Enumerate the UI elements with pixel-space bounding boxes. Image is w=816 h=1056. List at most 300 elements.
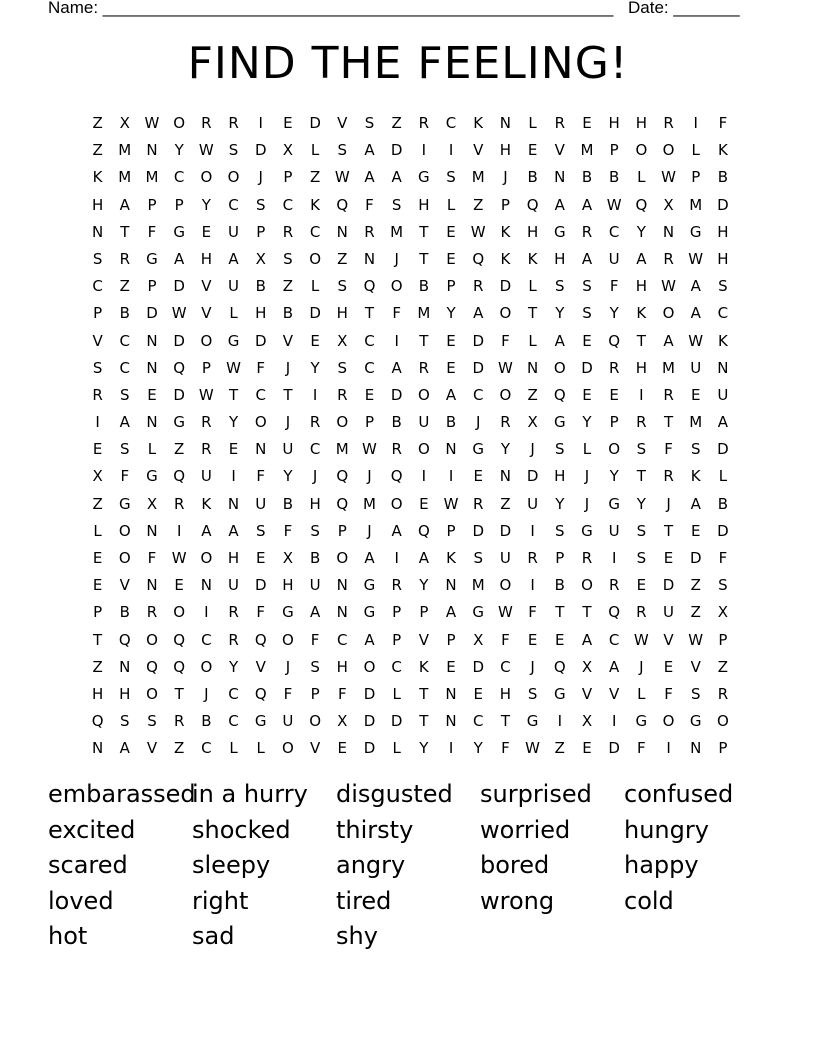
grid-letter: T [419,222,429,241]
grid-letter: O [499,385,512,404]
grid-letter: Z [690,603,701,622]
grid-letter: R [391,576,402,595]
grid-letter: W [198,385,214,404]
grid-letter: N [146,576,158,595]
grid-letter: T [364,304,375,323]
grid-letter: P [256,222,266,241]
grid-row [84,681,737,708]
grid-letter: K [310,195,321,214]
grid-letter: Q [390,467,403,486]
grid-letter: S [446,168,456,187]
grid-letter: V [554,141,565,160]
grid-letter: G [689,222,702,241]
grid-letter: L [392,684,401,703]
grid-letter: R [581,549,593,567]
grid-letter: D [363,684,376,703]
grid-letter: I [394,549,399,567]
grid-letter: H [635,114,647,132]
grid-letter: H [255,304,267,323]
grid-letter: R [418,114,430,132]
grid-letter: B [717,494,729,513]
grid-letter: I [448,141,454,160]
grid-letter: X [663,195,674,214]
grid-letter: I [448,467,454,486]
grid-letter: D [717,521,729,540]
grid-letter: J [285,358,291,377]
grid-letter: D [581,358,593,377]
grid-letter: T [555,603,565,622]
grid-letter: W [688,249,704,268]
grid-letter: S [283,249,293,268]
grid-letter: Y [446,304,456,323]
grid-row [84,355,737,382]
grid-letter: S [582,277,592,296]
grid-letter: P [446,630,456,649]
grid-letter: D [363,712,376,731]
grid-letter: H [418,195,430,214]
grid-letter: D [309,114,321,132]
grid-letter: Q [146,657,158,676]
grid-letter: S [555,440,565,459]
grid-letter: D [254,141,267,160]
grid-letter: Z [282,277,294,296]
grid-letter: B [554,576,565,595]
grid-letter: R [418,358,430,377]
grid-letter: P [310,684,320,703]
grid-letter: B [445,413,457,432]
grid-letter: Y [636,494,646,513]
grid-letter: E [446,657,456,676]
grid-letter: D [499,277,512,296]
grid-letter: S [555,521,565,540]
word-search-grid [84,110,737,763]
grid-letter: Z [554,739,565,758]
grid-letter: G [472,603,485,622]
grid-letter: M [362,494,376,513]
grid-letter: F [365,195,374,214]
grid-letter: O [417,440,430,459]
grid-letter: V [581,684,593,703]
grid-letter: P [283,168,293,187]
grid-letter: P [691,168,701,187]
word-bank-item: in a hurry [192,780,308,808]
grid-letter: R [608,358,620,377]
grid-letter: G [227,331,240,350]
grid-letter: Q [336,467,349,486]
grid-letter: R [663,249,674,268]
grid-row [84,137,737,164]
grid-letter: Z [174,739,185,758]
grid-letter: N [146,331,158,350]
grid-row [84,708,737,735]
grid-letter: K [92,168,103,187]
grid-letter: C [717,304,729,323]
grid-letter: Z [391,114,402,132]
grid-letter: V [418,630,429,649]
grid-letter: E [310,331,320,350]
grid-letter: Z [527,385,538,404]
grid-letter: A [364,630,375,649]
grid-letter: Y [419,576,429,595]
grid-letter: E [663,549,674,567]
grid-letter: A [119,195,130,214]
grid-letter: A [391,358,402,377]
grid-letter: H [227,549,240,567]
grid-letter: E [446,331,456,350]
grid-letter: F [147,222,157,241]
grid-letter: I [258,114,263,132]
grid-letter: W [497,603,513,622]
grid-letter: L [93,521,102,540]
grid-letter: T [93,630,103,649]
grid-letter: N [526,358,539,377]
grid-letter: P [392,603,402,622]
grid-letter: H [526,222,539,241]
grid-letter: M [118,168,132,187]
grid-letter: M [390,222,404,241]
grid-letter: E [582,385,592,404]
grid-letter: R [391,440,402,459]
grid-letter: I [176,521,182,540]
grid-letter: O [717,712,729,731]
grid-letter: F [718,114,728,132]
grid-letter: T [283,385,293,404]
grid-letter: L [310,277,320,296]
grid-letter: E [364,385,375,404]
grid-letter: S [555,277,565,296]
grid-letter: C [228,712,239,731]
grid-letter: Y [609,467,619,486]
grid-letter: U [690,358,702,377]
grid-letter: Y [201,195,211,214]
grid-row [84,246,737,273]
grid-letter: O [390,494,403,513]
grid-row [84,219,737,246]
grid-letter: M [689,195,703,214]
grid-letter: Z [92,114,103,132]
grid-letter: U [608,521,620,540]
grid-letter: O [200,657,213,676]
grid-letter: E [527,141,538,160]
grid-letter: S [120,385,130,404]
grid-letter: O [118,549,131,567]
grid-letter: E [174,576,184,595]
grid-letter: N [717,358,729,377]
grid-letter: R [581,222,593,241]
grid-letter: A [581,249,593,268]
grid-letter: O [608,440,621,459]
grid-letter: A [445,603,457,622]
grid-letter: O [662,712,675,731]
grid-letter: W [606,195,622,214]
grid-letter: F [147,549,157,567]
grid-letter: S [337,277,348,296]
grid-letter: D [363,739,376,758]
grid-letter: Y [500,440,510,459]
grid-letter: F [501,331,510,350]
grid-letter: F [392,304,401,323]
grid-letter: S [636,521,647,540]
grid-letter: O [309,712,321,731]
grid-letter: P [609,413,619,432]
grid-letter: Z [309,168,321,187]
grid-letter: W [226,358,241,377]
grid-letter: E [419,494,429,513]
grid-letter: F [664,440,673,459]
grid-letter: Q [91,712,104,731]
grid-letter: M [580,141,594,160]
grid-letter: O [146,630,158,649]
grid-letter: H [635,277,647,296]
grid-letter: N [445,712,457,731]
grid-letter: A [228,249,239,268]
grid-letter: Z [473,195,484,214]
grid-letter: A [473,304,484,323]
grid-letter: N [119,657,131,676]
grid-letter: D [472,657,484,676]
grid-letter: N [445,576,457,595]
grid-letter: W [497,358,513,377]
grid-letter: A [554,195,565,214]
word-bank-item: angry [336,851,406,879]
grid-letter: O [282,739,294,758]
grid-letter: P [446,277,456,296]
grid-row [84,409,737,436]
grid-letter: O [200,168,213,187]
grid-letter: N [445,684,457,703]
grid-letter: N [255,440,267,459]
grid-letter: Q [635,195,648,214]
grid-letter: J [258,168,263,187]
grid-letter: L [229,739,238,758]
grid-letter: G [173,413,185,432]
grid-row [84,300,737,327]
grid-letter: V [473,141,484,160]
grid-letter: V [201,304,212,323]
grid-letter: S [473,549,483,567]
grid-letter: A [581,630,593,649]
grid-letter: O [146,684,158,703]
grid-letter: B [282,494,294,513]
grid-letter: O [282,630,294,649]
grid-letter: T [663,521,674,540]
grid-row [84,110,737,137]
grid-letter: A [228,521,239,540]
grid-letter: Q [173,358,186,377]
grid-letter: Y [419,739,429,758]
grid-letter: A [554,331,565,350]
grid-letter: X [337,331,348,350]
grid-letter: N [200,576,212,595]
grid-letter: C [309,440,321,459]
grid-letter: T [419,249,429,268]
grid-letter: M [145,168,159,187]
word-bank-item: wrong [480,886,555,915]
grid-letter: I [666,739,671,758]
grid-letter: H [336,304,348,323]
grid-letter: Q [608,603,621,622]
grid-letter: T [500,712,510,731]
grid-letter: G [173,222,185,241]
grid-letter: K [717,331,728,350]
grid-letter: R [636,603,647,622]
grid-letter: P [337,521,347,540]
grid-letter: R [201,114,212,132]
grid-letter: B [609,168,620,187]
grid-letter: P [718,739,728,758]
grid-letter: N [499,114,512,132]
grid-letter: A [364,168,375,187]
grid-letter: V [255,657,266,676]
grid-letter: D [309,304,321,323]
grid-letter: T [582,603,592,622]
grid-letter: G [472,440,485,459]
grid-letter: K [500,222,511,241]
grid-letter: O [553,358,566,377]
grid-letter: O [227,168,240,187]
grid-letter: C [364,358,375,377]
grid-letter: Q [553,385,566,404]
grid-letter: Y [609,304,619,323]
grid-letter: W [334,168,350,187]
grid-letter: Y [582,413,592,432]
grid-letter: R [500,413,511,432]
grid-letter: H [499,141,512,160]
word-bank-item: sad [192,922,235,950]
word-bank [48,777,768,955]
grid-row [84,735,737,762]
grid-letter: H [91,684,104,703]
grid-letter: O [390,277,403,296]
grid-letter: Y [228,657,239,676]
grid-letter: A [418,549,429,567]
grid-letter: F [609,277,619,296]
grid-letter: G [146,249,158,268]
grid-letter: D [472,521,484,540]
word-bank-item: embarassed [48,780,196,808]
grid-letter: V [146,739,158,758]
grid-row [84,518,737,545]
grid-letter: P [609,141,619,160]
grid-letter: L [718,467,728,486]
grid-letter: G [418,168,430,187]
grid-letter: R [527,549,538,567]
grid-letter: S [92,249,103,268]
grid-letter: J [476,413,481,432]
grid-letter: O [309,249,321,268]
grid-letter: N [690,739,702,758]
grid-letter: E [473,467,483,486]
grid-letter: R [228,630,239,649]
grid-letter: S [364,114,375,132]
grid-letter: M [118,141,132,160]
grid-letter: V [282,331,294,350]
grid-letter: W [470,222,486,241]
grid-letter: G [581,521,593,540]
grid-letter: A [690,494,701,513]
grid-letter: B [119,603,130,622]
grid-letter: P [392,630,402,649]
word-bank-item: shocked [192,815,291,844]
grid-letter: W [171,304,187,323]
grid-letter: E [527,630,538,649]
word-bank-item: excited [48,815,136,844]
grid-letter: D [254,331,267,350]
grid-letter: M [417,304,431,323]
grid-letter: D [390,712,403,731]
grid-letter: R [119,249,130,268]
grid-letter: E [446,222,456,241]
grid-letter: C [228,195,239,214]
grid-letter: V [337,114,348,132]
grid-letter: Z [92,494,103,513]
grid-letter: R [663,467,674,486]
grid-letter: F [283,521,293,540]
grid-letter: E [255,549,266,567]
grid-letter: Z [500,494,511,513]
grid-letter: R [201,413,212,432]
grid-letter: N [662,222,675,241]
grid-letter: D [689,549,702,567]
grid-letter: I [95,413,100,432]
grid-letter: A [581,195,593,214]
grid-letter: A [391,521,402,540]
grid-letter: U [608,249,620,268]
grid-letter: Q [608,331,621,350]
grid-letter: X [581,712,593,731]
grid-letter: C [472,712,484,731]
grid-letter: E [92,440,103,459]
grid-letter: S [636,440,647,459]
grid-letter: M [335,440,349,459]
grid-letter: K [473,114,484,132]
grid-letter: L [310,141,320,160]
grid-letter: B [309,549,321,567]
grid-letter: J [394,249,399,268]
grid-row [84,545,737,572]
grid-letter: U [418,413,430,432]
grid-letter: U [282,440,294,459]
grid-letter: S [228,141,239,160]
grid-letter: I [204,603,209,622]
grid-letter: I [421,141,427,160]
grid-letter: O [336,549,349,567]
grid-letter: B [282,304,294,323]
grid-letter: C [309,222,321,241]
grid-letter: Q [553,657,566,676]
grid-letter: P [201,358,211,377]
grid-letter: D [717,195,729,214]
grid-letter: S [92,358,103,377]
grid-letter: B [581,168,593,187]
grid-letter: D [173,331,185,350]
grid-letter: E [582,739,592,758]
grid-letter: G [635,712,648,731]
grid-letter: P [419,603,429,622]
grid-letter: D [526,467,539,486]
grid-letter: Q [118,630,131,649]
grid-letter: L [392,739,401,758]
grid-letter: H [200,249,212,268]
grid-letter: E [283,114,293,132]
grid-letter: P [147,195,157,214]
grid-letter: R [554,114,565,132]
grid-letter: G [118,494,131,513]
grid-letter: N [91,222,104,241]
grid-letter: A [364,549,375,567]
grid-letter: K [446,549,456,567]
grid-letter: H [554,467,566,486]
